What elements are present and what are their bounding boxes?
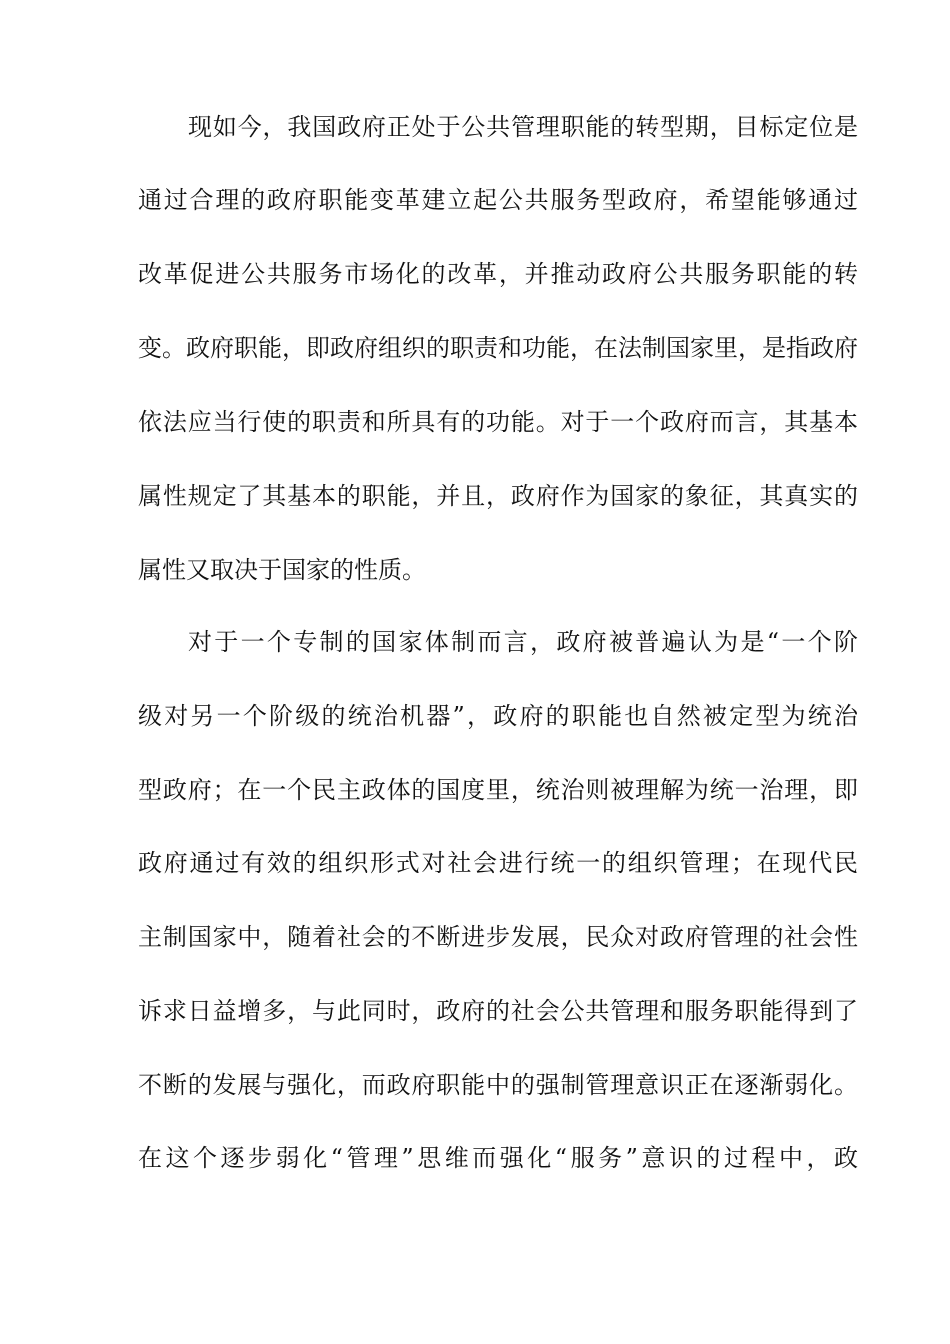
paragraph-line: 诉求日益增多，与此同时，政府的社会公共管理和服务职能得到了 [138,997,858,1025]
paragraph-line: 在这个逐步弱化“管理”思维而强化“服务”意识的过程中，政 [138,1144,858,1172]
paragraph-line: 型政府；在一个民主政体的国度里，统治则被理解为统一治理，即 [138,776,858,804]
paragraph-line: 通过合理的政府职能变革建立起公共服务型政府，希望能够通过 [138,186,858,214]
paragraph-line: 不断的发展与强化，而政府职能中的强制管理意识正在逐渐弱化。 [138,1071,858,1099]
paragraph-line: 级对另一个阶级的统治机器”，政府的职能也自然被定型为统治 [138,702,858,730]
paragraph-line: 依法应当行使的职责和所具有的功能。对于一个政府而言，其基本 [138,408,858,436]
paragraph-line: 变。政府职能，即政府组织的职责和功能，在法制国家里，是指政府 [138,334,858,362]
paragraph-line: 改革促进公共服务市场化的改革，并推动政府公共服务职能的转 [138,260,858,288]
paragraph-line: 属性又取决于国家的性质。 [138,556,426,584]
paragraph-line: 现如今，我国政府正处于公共管理职能的转型期，目标定位是 [188,113,858,141]
paragraph-line: 主制国家中，随着社会的不断进步发展，民众对政府管理的社会性 [138,923,858,951]
paragraph-line: 对于一个专制的国家体制而言，政府被普遍认为是“一个阶 [188,628,858,656]
paragraph-line: 属性规定了其基本的职能，并且，政府作为国家的象征，其真实的 [138,482,858,510]
paragraph-line: 政府通过有效的组织形式对社会进行统一的组织管理；在现代民 [138,849,858,877]
